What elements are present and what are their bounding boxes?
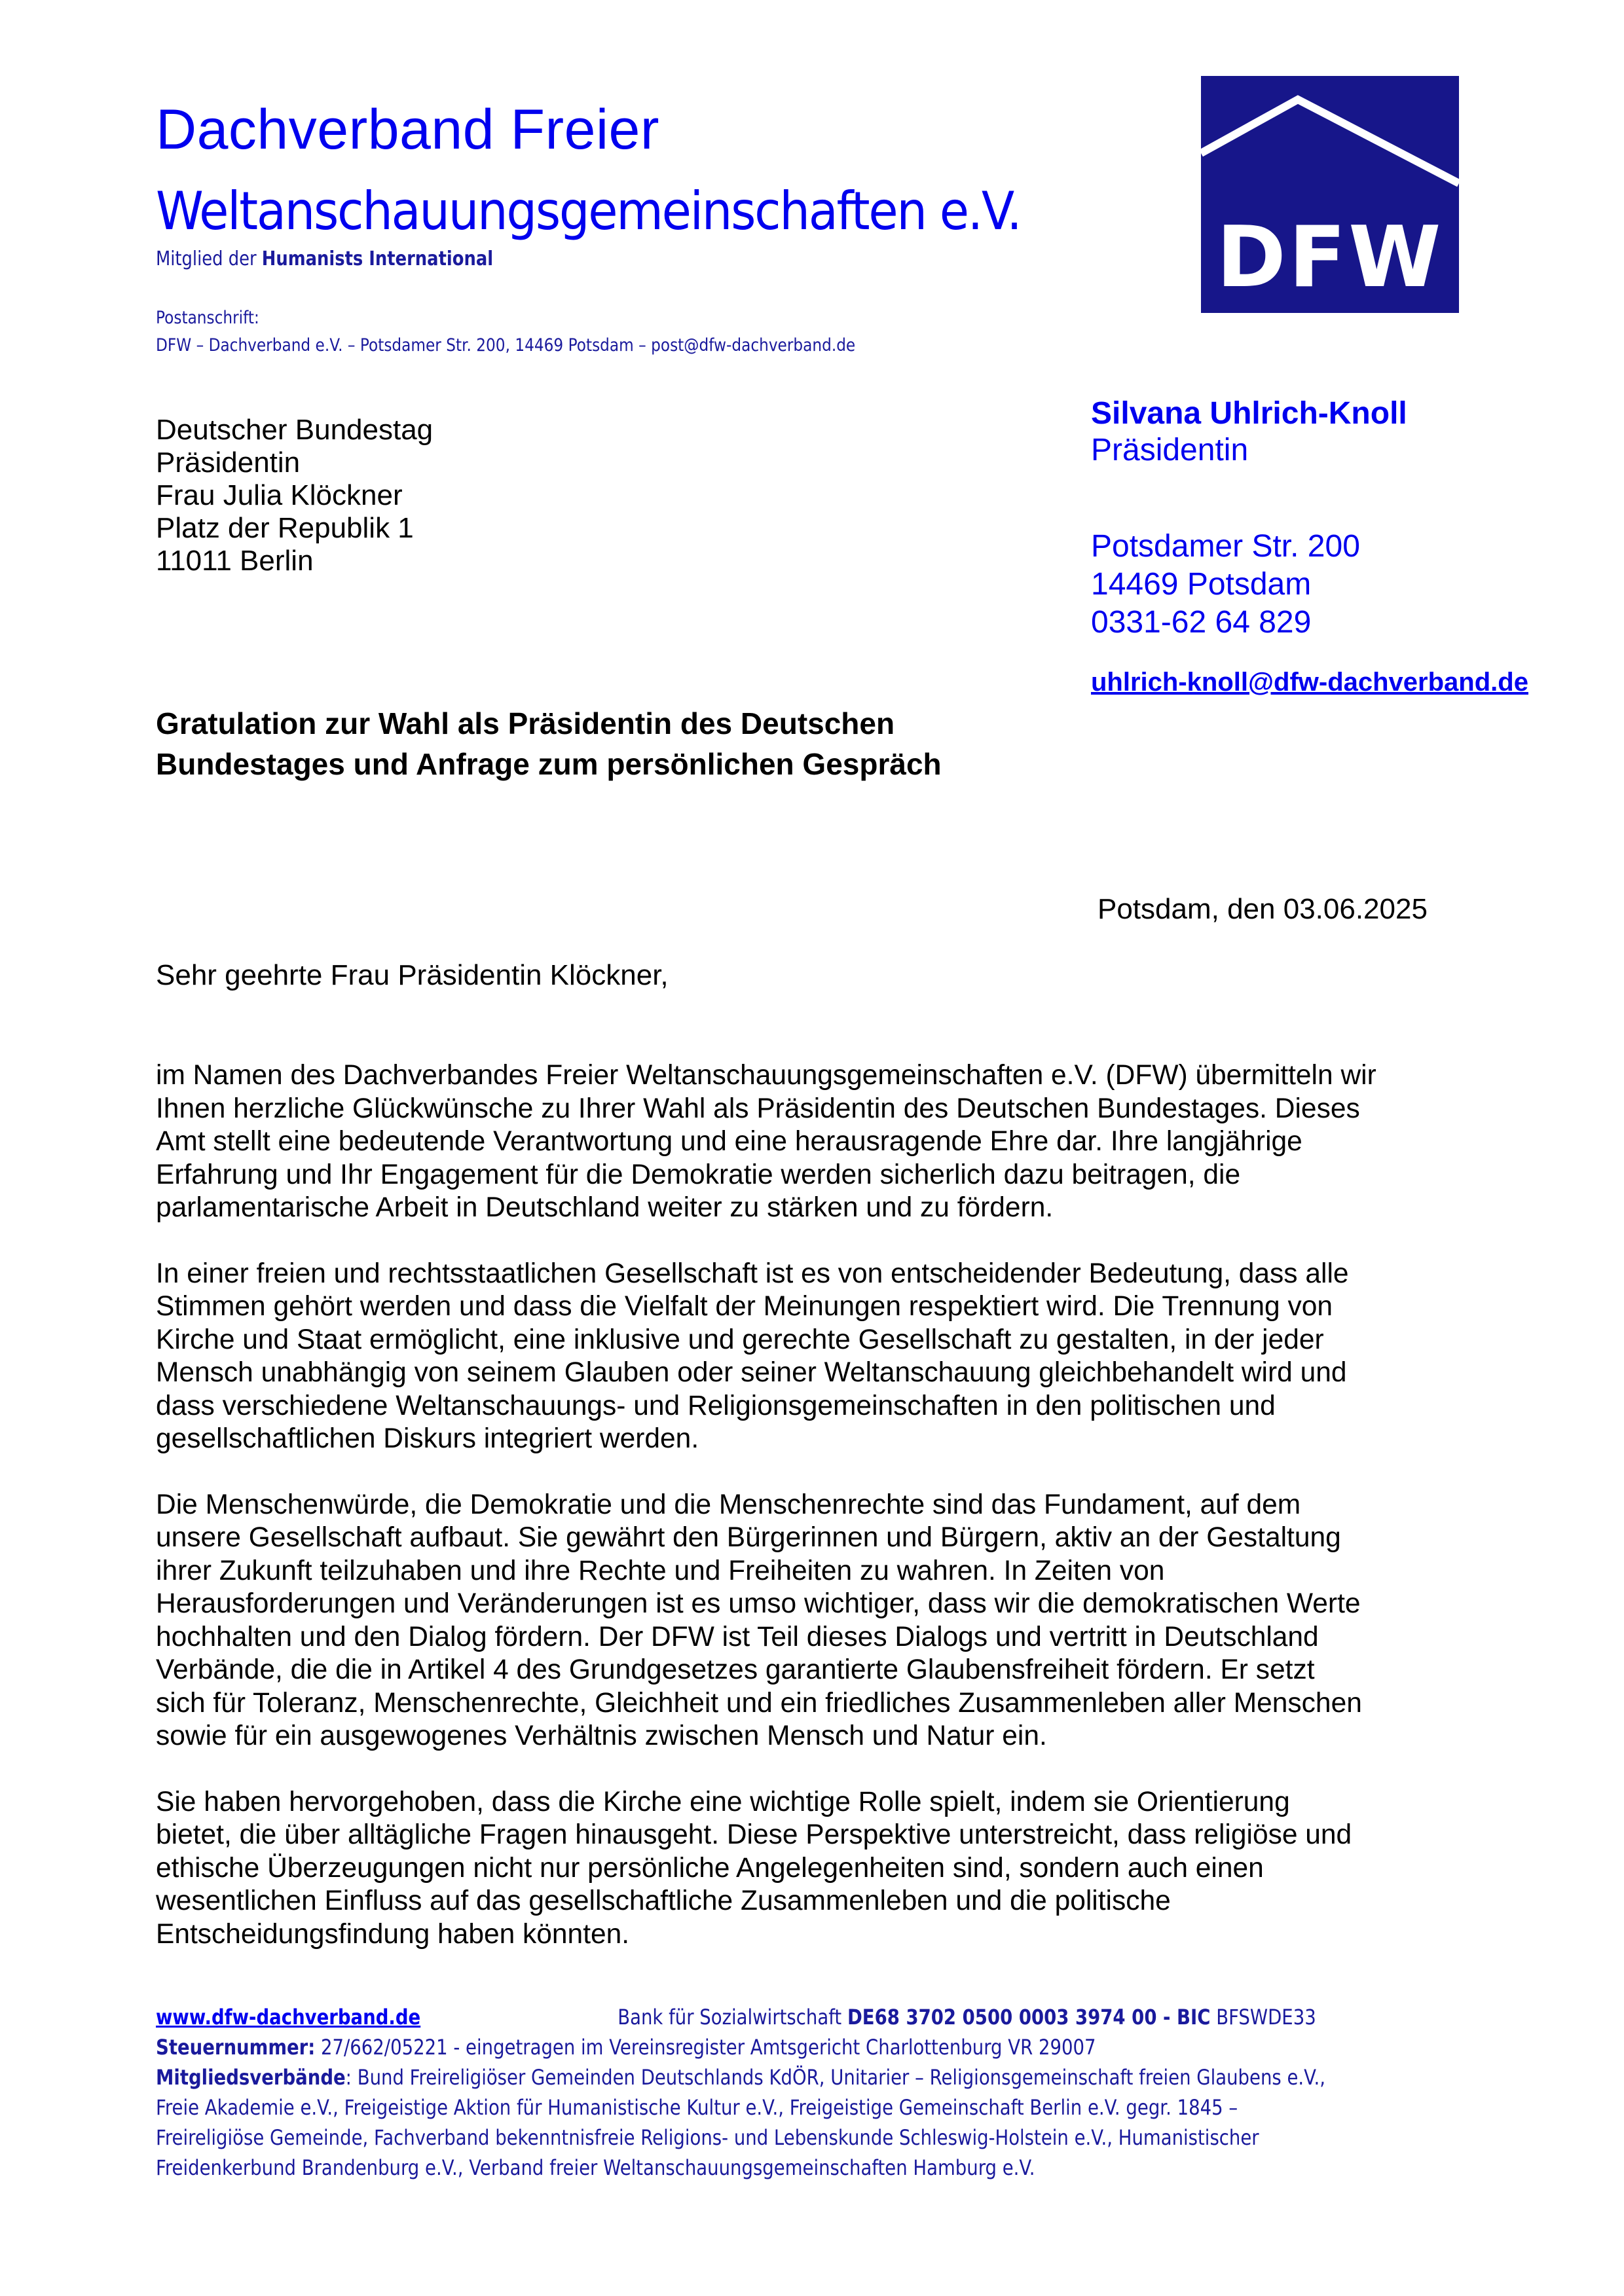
logo-text: DFW <box>1216 209 1444 306</box>
letter-body <box>156 1059 1479 1984</box>
sender-city: 14469 Potsdam <box>1091 567 1312 602</box>
org-name-line-2: Weltanschauungsgemeinschaften e.V. <box>156 181 1021 242</box>
body-line: Erfahrung und Ihr Engagement für die Demokratie werden sicherlich dazu beitragen, die <box>156 1159 1241 1190</box>
footer-website-link[interactable]: www.dfw-dachverband.de <box>156 2005 421 2030</box>
body-line: Herausforderungen und Veränderungen ist es umso wichtiger, dass wir die demokratischen Werte <box>156 1588 1361 1619</box>
letter-subject <box>156 703 1073 784</box>
body-line: hochhalten und den Dialog fördern. Der DFW ist Teil dieses Dialogs und vertritt in Deutschland <box>156 1621 1319 1652</box>
body-line: Stimmen gehört werden und dass die Vielfalt der Meinungen respektiert wird. Die Trennung von <box>156 1291 1333 1322</box>
subject-line: Bundestages und Anfrage zum persönlichen Gespräch <box>156 747 942 781</box>
bank-name: Bank für Sozialwirtschaft <box>618 2005 847 2030</box>
body-line: Kirche und Staat ermöglicht, eine inklusive und gerechte Gesellschaft zu gestalten, in der jeder <box>156 1324 1324 1355</box>
body-line: bietet, die über alltägliche Fragen hinausgeht. Diese Perspektive unterstreicht, dass religiöse und <box>156 1819 1352 1850</box>
body-line: sowie für ein ausgewogenes Verhältnis zwischen Mensch und Natur ein. <box>156 1721 1047 1751</box>
salutation: Sehr geehrte Frau Präsidentin Klöckner, <box>156 959 669 991</box>
recipient-line: 11011 Berlin <box>156 545 314 577</box>
recipient-line: Deutscher Bundestag <box>156 414 434 446</box>
sender-phone: 0331-62 64 829 <box>1091 605 1312 640</box>
members-label: Mitgliedsverbände <box>156 2065 346 2090</box>
body-line: In einer freien und rechtsstaatlichen Gesellschaft ist es von entscheidender Bedeutung, dass alle <box>156 1258 1349 1289</box>
members-line: Freidenkerbund Brandenburg e.V., Verband freier Weltanschauungsgemeinschaften Hamburg e.V. <box>156 2155 1035 2180</box>
bank-bic: BFSWDE33 <box>1210 2005 1316 2030</box>
recipient-line: Präsidentin <box>156 446 301 479</box>
body-line: wesentlichen Einfluss auf das gesellschaftliche Zusammenleben und die politische <box>156 1886 1171 1916</box>
recipient-line: Frau Julia Klöckner <box>156 479 403 511</box>
recipient-address <box>156 414 433 577</box>
sender-block <box>1091 395 1528 697</box>
sender-name: Silvana Uhlrich-Knoll <box>1091 396 1407 431</box>
body-line: ethische Überzeugungen nicht nur persönliche Angelegenheiten sind, sondern auch einen <box>156 1852 1264 1884</box>
body-paragraph <box>156 1489 1479 1753</box>
body-paragraph <box>156 1786 1479 1952</box>
body-line: Entscheidungsfindung haben könnten. <box>156 1918 630 1950</box>
letter-footer <box>156 2002 1498 2183</box>
body-line: unsere Gesellschaft aufbaut. Sie gewährt den Bürgerinnen und Bürgern, aktiv an der Gestaltung <box>156 1522 1341 1553</box>
members-line: Freireligiöse Gemeinde, Fachverband bekenntnisfreie Religions- und Lebenskunde Schleswig-Holstein e.V., Humanistischer <box>156 2125 1259 2150</box>
dfw-logo <box>1201 76 1459 313</box>
sender-street: Potsdamer Str. 200 <box>1091 529 1360 564</box>
body-line: im Namen des Dachverbandes Freier Weltanschauungsgemeinschaften e.V. (DFW) übermitteln wir <box>156 1060 1376 1091</box>
org-name-line-1: Dachverband Freier <box>156 98 660 161</box>
body-line: gesellschaftlichen Diskurs integriert werden. <box>156 1423 699 1454</box>
footer-row-members <box>156 2062 1325 2092</box>
body-line: Die Menschenwürde, die Demokratie und die Menschenrechte sind das Fundament, auf dem <box>156 1489 1301 1520</box>
recipient-line: Platz der Republik 1 <box>156 512 414 544</box>
body-line: Verbände, die die in Artikel 4 des Grundgesetzes garantierte Glaubensfreiheit fördern. Er setzt <box>156 1654 1315 1685</box>
members-line: : Bund Freireligiöser Gemeinden Deutschlands KdÖR, Unitarier – Religionsgemeinschaft freien Glaubens e.V., <box>345 2065 1325 2090</box>
members-line: Freie Akademie e.V., Freigeistige Aktion für Humanistische Kultur e.V., Freigeistige Gemeinschaft Berlin e.V. gegr. 1845 – <box>156 2095 1238 2120</box>
membership-line <box>156 247 493 270</box>
footer-bank-info <box>618 2002 1316 2032</box>
bank-iban: DE68 3702 0500 0003 3974 00 - BIC <box>847 2005 1211 2030</box>
letter-date: Potsdam, den 03.06.2025 <box>1098 893 1428 925</box>
sender-email-link[interactable]: uhlrich-knoll@dfw-dachverband.de <box>1091 668 1528 697</box>
body-line: Amt stellt eine bedeutende Verantwortung und eine herausragende Ehre dar. Ihre langjährige <box>156 1126 1302 1157</box>
sender-role: Präsidentin <box>1091 433 1249 467</box>
body-line: parlamentarische Arbeit in Deutschland weiter zu stärken und zu fördern. <box>156 1192 1054 1223</box>
tax-label: Steuernummer: <box>156 2035 316 2060</box>
membership-prefix: Mitglied der <box>156 247 262 270</box>
body-paragraph <box>156 1258 1479 1456</box>
postal-label: Postanschrift: <box>156 308 259 328</box>
footer-row-tax <box>156 2032 1310 2062</box>
membership-org: Humanists International <box>261 247 494 270</box>
body-line: Sie haben hervorgehoben, dass die Kirche eine wichtige Rolle spielt, indem sie Orientierung <box>156 1786 1290 1817</box>
body-line: Mensch unabhängig von seinem Glauben oder seiner Weltanschauung gleichbehandelt wird und <box>156 1357 1347 1388</box>
footer-row-web-bank <box>156 2002 1316 2032</box>
body-paragraph <box>156 1059 1479 1225</box>
postal-address: DFW – Dachverband e.V. – Potsdamer Str. 200, 14469 Potsdam – post@dfw-dachverband.de <box>156 335 856 355</box>
body-line: Ihnen herzliche Glückwünsche zu Ihrer Wahl als Präsidentin des Deutschen Bundestages. Dieses <box>156 1093 1360 1124</box>
tax-text: 27/662/05221 - eingetragen im Vereinsregister Amtsgericht Charlottenburg VR 29007 <box>315 2035 1096 2060</box>
subject-line: Gratulation zur Wahl als Präsidentin des Deutschen <box>156 706 895 740</box>
body-line: ihrer Zukunft teilzuhaben und ihre Rechte und Freiheiten zu wahren. In Zeiten von <box>156 1555 1165 1586</box>
body-line: sich für Toleranz, Menschenrechte, Gleichheit und ein friedliches Zusammenleben aller Menschen <box>156 1687 1362 1719</box>
body-line: dass verschiedene Weltanschauungs- und Religionsgemeinschaften in den politischen und <box>156 1390 1276 1421</box>
